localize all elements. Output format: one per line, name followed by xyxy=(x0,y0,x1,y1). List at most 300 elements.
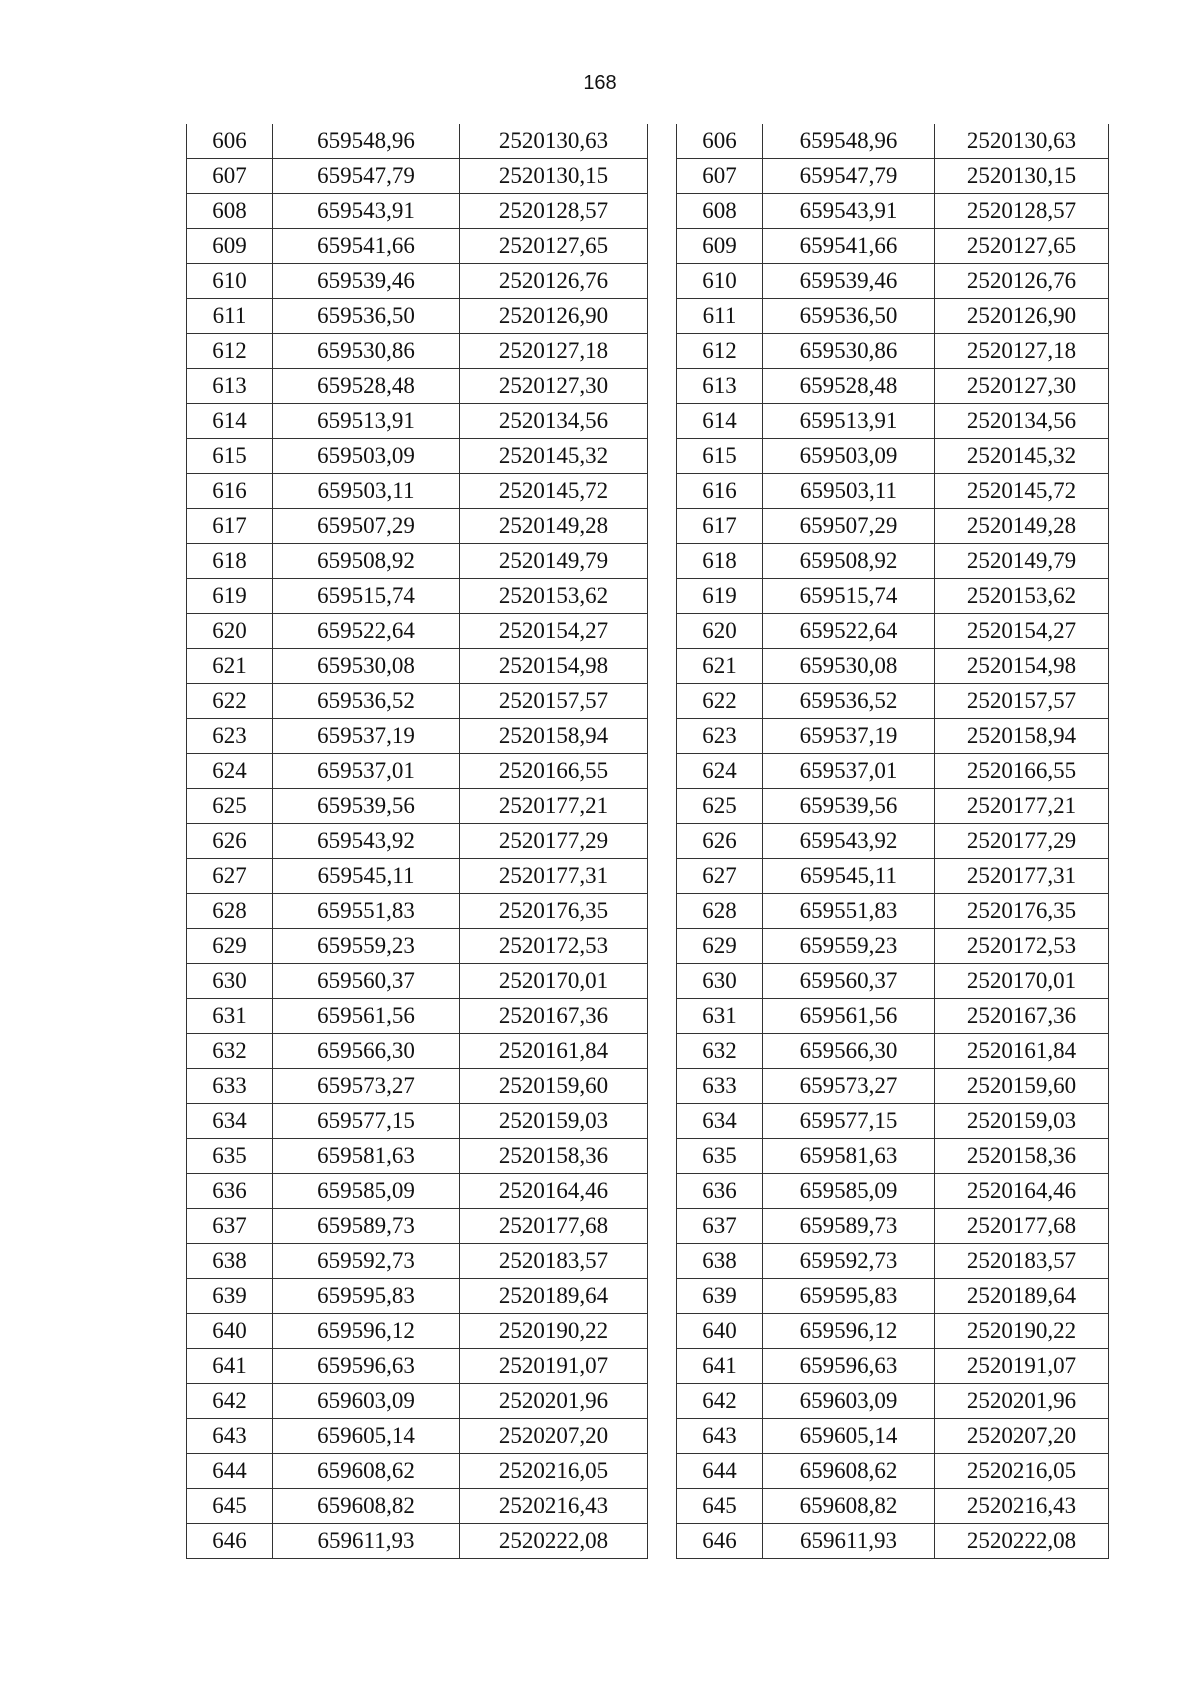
y-coordinate-cell: 2520222,08 xyxy=(935,1524,1109,1559)
y-coordinate-cell: 2520183,57 xyxy=(460,1244,648,1279)
point-number-cell: 614 xyxy=(187,404,273,439)
y-coordinate-cell: 2520153,62 xyxy=(460,579,648,614)
point-number-cell: 617 xyxy=(677,509,763,544)
x-coordinate-cell: 659522,64 xyxy=(763,614,935,649)
y-coordinate-cell: 2520172,53 xyxy=(935,929,1109,964)
y-coordinate-cell: 2520222,08 xyxy=(460,1524,648,1559)
table-row xyxy=(677,964,1109,999)
page-number: 168 xyxy=(583,72,617,94)
x-coordinate-cell: 659545,11 xyxy=(273,859,460,894)
x-coordinate-cell: 659545,11 xyxy=(763,859,935,894)
y-coordinate-cell: 2520161,84 xyxy=(460,1034,648,1069)
point-number-cell: 642 xyxy=(187,1384,273,1419)
coordinates-table-right-body xyxy=(677,124,1109,1559)
point-number-cell: 628 xyxy=(677,894,763,929)
x-coordinate-cell: 659543,92 xyxy=(273,824,460,859)
y-coordinate-cell: 2520127,18 xyxy=(460,334,648,369)
point-number-cell: 622 xyxy=(677,684,763,719)
table-row xyxy=(677,194,1109,229)
x-coordinate-cell: 659577,15 xyxy=(273,1104,460,1139)
table-row xyxy=(677,439,1109,474)
x-coordinate-cell: 659539,46 xyxy=(273,264,460,299)
x-coordinate-cell: 659608,82 xyxy=(273,1489,460,1524)
table-row xyxy=(677,474,1109,509)
y-coordinate-cell: 2520189,64 xyxy=(460,1279,648,1314)
y-coordinate-cell: 2520191,07 xyxy=(460,1349,648,1384)
table-row xyxy=(187,1104,648,1139)
y-coordinate-cell: 2520216,43 xyxy=(460,1489,648,1524)
table-row xyxy=(187,1384,648,1419)
x-coordinate-cell: 659530,08 xyxy=(763,649,935,684)
table-row xyxy=(677,334,1109,369)
point-number-cell: 612 xyxy=(677,334,763,369)
table-row xyxy=(187,999,648,1034)
table-row xyxy=(187,124,648,159)
point-number-cell: 635 xyxy=(187,1139,273,1174)
table-row xyxy=(677,404,1109,439)
table-row xyxy=(187,719,648,754)
point-number-cell: 607 xyxy=(677,159,763,194)
point-number-cell: 608 xyxy=(187,194,273,229)
x-coordinate-cell: 659548,96 xyxy=(273,124,460,159)
y-coordinate-cell: 2520130,63 xyxy=(935,124,1109,159)
x-coordinate-cell: 659596,12 xyxy=(763,1314,935,1349)
y-coordinate-cell: 2520130,15 xyxy=(460,159,648,194)
y-coordinate-cell: 2520159,03 xyxy=(935,1104,1109,1139)
x-coordinate-cell: 659603,09 xyxy=(273,1384,460,1419)
x-coordinate-cell: 659608,62 xyxy=(763,1454,935,1489)
point-number-cell: 628 xyxy=(187,894,273,929)
x-coordinate-cell: 659539,46 xyxy=(763,264,935,299)
table-row xyxy=(187,614,648,649)
x-coordinate-cell: 659551,83 xyxy=(763,894,935,929)
y-coordinate-cell: 2520153,62 xyxy=(935,579,1109,614)
coordinates-table-right xyxy=(676,124,1109,1559)
y-coordinate-cell: 2520190,22 xyxy=(460,1314,648,1349)
table-row xyxy=(677,159,1109,194)
point-number-cell: 643 xyxy=(187,1419,273,1454)
point-number-cell: 626 xyxy=(677,824,763,859)
table-row xyxy=(187,789,648,824)
table-row xyxy=(677,929,1109,964)
point-number-cell: 636 xyxy=(677,1174,763,1209)
x-coordinate-cell: 659573,27 xyxy=(763,1069,935,1104)
table-row xyxy=(677,999,1109,1034)
point-number-cell: 616 xyxy=(677,474,763,509)
point-number-cell: 627 xyxy=(677,859,763,894)
table-row xyxy=(187,1069,648,1104)
point-number-cell: 641 xyxy=(677,1349,763,1384)
x-coordinate-cell: 659605,14 xyxy=(763,1419,935,1454)
x-coordinate-cell: 659541,66 xyxy=(273,229,460,264)
x-coordinate-cell: 659507,29 xyxy=(763,509,935,544)
point-number-cell: 625 xyxy=(187,789,273,824)
table-row xyxy=(677,1069,1109,1104)
x-coordinate-cell: 659541,66 xyxy=(763,229,935,264)
x-coordinate-cell: 659522,64 xyxy=(273,614,460,649)
x-coordinate-cell: 659537,19 xyxy=(763,719,935,754)
point-number-cell: 645 xyxy=(677,1489,763,1524)
x-coordinate-cell: 659503,11 xyxy=(273,474,460,509)
table-row xyxy=(187,159,648,194)
y-coordinate-cell: 2520164,46 xyxy=(935,1174,1109,1209)
table-row xyxy=(677,579,1109,614)
table-row xyxy=(677,824,1109,859)
y-coordinate-cell: 2520216,05 xyxy=(935,1454,1109,1489)
y-coordinate-cell: 2520149,79 xyxy=(460,544,648,579)
y-coordinate-cell: 2520159,60 xyxy=(460,1069,648,1104)
table-row xyxy=(677,614,1109,649)
point-number-cell: 615 xyxy=(677,439,763,474)
y-coordinate-cell: 2520170,01 xyxy=(460,964,648,999)
table-row xyxy=(187,1209,648,1244)
x-coordinate-cell: 659543,92 xyxy=(763,824,935,859)
point-number-cell: 643 xyxy=(677,1419,763,1454)
table-row xyxy=(187,1279,648,1314)
table-row xyxy=(187,439,648,474)
point-number-cell: 630 xyxy=(187,964,273,999)
x-coordinate-cell: 659513,91 xyxy=(763,404,935,439)
x-coordinate-cell: 659596,63 xyxy=(273,1349,460,1384)
x-coordinate-cell: 659595,83 xyxy=(273,1279,460,1314)
y-coordinate-cell: 2520149,28 xyxy=(460,509,648,544)
y-coordinate-cell: 2520127,65 xyxy=(935,229,1109,264)
point-number-cell: 646 xyxy=(187,1524,273,1559)
x-coordinate-cell: 659528,48 xyxy=(273,369,460,404)
y-coordinate-cell: 2520134,56 xyxy=(460,404,648,439)
y-coordinate-cell: 2520177,31 xyxy=(935,859,1109,894)
table-row xyxy=(677,1454,1109,1489)
x-coordinate-cell: 659515,74 xyxy=(273,579,460,614)
point-number-cell: 623 xyxy=(677,719,763,754)
y-coordinate-cell: 2520126,90 xyxy=(935,299,1109,334)
table-row xyxy=(187,649,648,684)
y-coordinate-cell: 2520154,98 xyxy=(935,649,1109,684)
table-row xyxy=(187,964,648,999)
table-row xyxy=(187,929,648,964)
table-row xyxy=(677,509,1109,544)
point-number-cell: 610 xyxy=(677,264,763,299)
x-coordinate-cell: 659560,37 xyxy=(763,964,935,999)
table-row xyxy=(677,299,1109,334)
y-coordinate-cell: 2520159,60 xyxy=(935,1069,1109,1104)
table-row xyxy=(677,544,1109,579)
table-row xyxy=(187,1419,648,1454)
table-row xyxy=(677,1139,1109,1174)
point-number-cell: 610 xyxy=(187,264,273,299)
y-coordinate-cell: 2520127,65 xyxy=(460,229,648,264)
point-number-cell: 633 xyxy=(187,1069,273,1104)
point-number-cell: 622 xyxy=(187,684,273,719)
point-number-cell: 639 xyxy=(677,1279,763,1314)
x-coordinate-cell: 659508,92 xyxy=(763,544,935,579)
y-coordinate-cell: 2520216,43 xyxy=(935,1489,1109,1524)
x-coordinate-cell: 659561,56 xyxy=(273,999,460,1034)
table-row xyxy=(187,1034,648,1069)
x-coordinate-cell: 659547,79 xyxy=(763,159,935,194)
x-coordinate-cell: 659589,73 xyxy=(763,1209,935,1244)
y-coordinate-cell: 2520126,76 xyxy=(935,264,1109,299)
y-coordinate-cell: 2520158,36 xyxy=(935,1139,1109,1174)
y-coordinate-cell: 2520176,35 xyxy=(460,894,648,929)
y-coordinate-cell: 2520177,29 xyxy=(935,824,1109,859)
point-number-cell: 621 xyxy=(187,649,273,684)
x-coordinate-cell: 659548,96 xyxy=(763,124,935,159)
x-coordinate-cell: 659577,15 xyxy=(763,1104,935,1139)
x-coordinate-cell: 659585,09 xyxy=(273,1174,460,1209)
x-coordinate-cell: 659530,86 xyxy=(763,334,935,369)
table-row xyxy=(187,1174,648,1209)
table-row xyxy=(677,1349,1109,1384)
y-coordinate-cell: 2520166,55 xyxy=(935,754,1109,789)
point-number-cell: 634 xyxy=(677,1104,763,1139)
table-row xyxy=(187,264,648,299)
point-number-cell: 609 xyxy=(677,229,763,264)
x-coordinate-cell: 659528,48 xyxy=(763,369,935,404)
table-row xyxy=(187,1524,648,1559)
table-row xyxy=(187,894,648,929)
point-number-cell: 616 xyxy=(187,474,273,509)
table-row xyxy=(677,1524,1109,1559)
x-coordinate-cell: 659537,01 xyxy=(763,754,935,789)
x-coordinate-cell: 659536,52 xyxy=(273,684,460,719)
y-coordinate-cell: 2520145,32 xyxy=(935,439,1109,474)
y-coordinate-cell: 2520149,79 xyxy=(935,544,1109,579)
y-coordinate-cell: 2520164,46 xyxy=(460,1174,648,1209)
table-row xyxy=(187,1139,648,1174)
point-number-cell: 620 xyxy=(677,614,763,649)
point-number-cell: 636 xyxy=(187,1174,273,1209)
point-number-cell: 620 xyxy=(187,614,273,649)
x-coordinate-cell: 659608,82 xyxy=(763,1489,935,1524)
x-coordinate-cell: 659581,63 xyxy=(273,1139,460,1174)
x-coordinate-cell: 659503,09 xyxy=(763,439,935,474)
x-coordinate-cell: 659537,01 xyxy=(273,754,460,789)
table-row xyxy=(677,1384,1109,1419)
table-row xyxy=(677,1209,1109,1244)
x-coordinate-cell: 659589,73 xyxy=(273,1209,460,1244)
point-number-cell: 613 xyxy=(677,369,763,404)
y-coordinate-cell: 2520158,94 xyxy=(935,719,1109,754)
point-number-cell: 619 xyxy=(677,579,763,614)
y-coordinate-cell: 2520177,31 xyxy=(460,859,648,894)
point-number-cell: 624 xyxy=(677,754,763,789)
y-coordinate-cell: 2520145,32 xyxy=(460,439,648,474)
point-number-cell: 631 xyxy=(677,999,763,1034)
y-coordinate-cell: 2520166,55 xyxy=(460,754,648,789)
table-row xyxy=(187,334,648,369)
x-coordinate-cell: 659611,93 xyxy=(273,1524,460,1559)
point-number-cell: 644 xyxy=(677,1454,763,1489)
point-number-cell: 631 xyxy=(187,999,273,1034)
y-coordinate-cell: 2520207,20 xyxy=(935,1419,1109,1454)
table-row xyxy=(187,579,648,614)
table-row xyxy=(187,1314,648,1349)
x-coordinate-cell: 659536,50 xyxy=(763,299,935,334)
x-coordinate-cell: 659585,09 xyxy=(763,1174,935,1209)
x-coordinate-cell: 659566,30 xyxy=(273,1034,460,1069)
x-coordinate-cell: 659592,73 xyxy=(763,1244,935,1279)
y-coordinate-cell: 2520145,72 xyxy=(460,474,648,509)
y-coordinate-cell: 2520170,01 xyxy=(935,964,1109,999)
y-coordinate-cell: 2520177,68 xyxy=(460,1209,648,1244)
x-coordinate-cell: 659543,91 xyxy=(273,194,460,229)
point-number-cell: 637 xyxy=(677,1209,763,1244)
point-number-cell: 623 xyxy=(187,719,273,754)
x-coordinate-cell: 659507,29 xyxy=(273,509,460,544)
table-row xyxy=(187,474,648,509)
point-number-cell: 633 xyxy=(677,1069,763,1104)
point-number-cell: 618 xyxy=(187,544,273,579)
table-row xyxy=(677,1489,1109,1524)
point-number-cell: 644 xyxy=(187,1454,273,1489)
point-number-cell: 637 xyxy=(187,1209,273,1244)
y-coordinate-cell: 2520157,57 xyxy=(935,684,1109,719)
y-coordinate-cell: 2520127,18 xyxy=(935,334,1109,369)
table-row xyxy=(677,1034,1109,1069)
table-row xyxy=(677,229,1109,264)
point-number-cell: 607 xyxy=(187,159,273,194)
point-number-cell: 626 xyxy=(187,824,273,859)
point-number-cell: 612 xyxy=(187,334,273,369)
point-number-cell: 641 xyxy=(187,1349,273,1384)
table-row xyxy=(677,1104,1109,1139)
x-coordinate-cell: 659559,23 xyxy=(763,929,935,964)
y-coordinate-cell: 2520159,03 xyxy=(460,1104,648,1139)
point-number-cell: 634 xyxy=(187,1104,273,1139)
x-coordinate-cell: 659592,73 xyxy=(273,1244,460,1279)
table-row xyxy=(677,789,1109,824)
y-coordinate-cell: 2520189,64 xyxy=(935,1279,1109,1314)
point-number-cell: 640 xyxy=(677,1314,763,1349)
y-coordinate-cell: 2520158,94 xyxy=(460,719,648,754)
point-number-cell: 645 xyxy=(187,1489,273,1524)
table-row xyxy=(187,509,648,544)
y-coordinate-cell: 2520177,21 xyxy=(935,789,1109,824)
table-row xyxy=(677,1314,1109,1349)
x-coordinate-cell: 659551,83 xyxy=(273,894,460,929)
y-coordinate-cell: 2520190,22 xyxy=(935,1314,1109,1349)
y-coordinate-cell: 2520191,07 xyxy=(935,1349,1109,1384)
table-row xyxy=(187,1244,648,1279)
y-coordinate-cell: 2520128,57 xyxy=(460,194,648,229)
point-number-cell: 621 xyxy=(677,649,763,684)
point-number-cell: 638 xyxy=(677,1244,763,1279)
x-coordinate-cell: 659530,86 xyxy=(273,334,460,369)
point-number-cell: 615 xyxy=(187,439,273,474)
y-coordinate-cell: 2520149,28 xyxy=(935,509,1109,544)
table-row xyxy=(187,369,648,404)
y-coordinate-cell: 2520183,57 xyxy=(935,1244,1109,1279)
y-coordinate-cell: 2520134,56 xyxy=(935,404,1109,439)
point-number-cell: 646 xyxy=(677,1524,763,1559)
x-coordinate-cell: 659536,52 xyxy=(763,684,935,719)
y-coordinate-cell: 2520158,36 xyxy=(460,1139,648,1174)
point-number-cell: 632 xyxy=(677,1034,763,1069)
table-row xyxy=(187,1454,648,1489)
x-coordinate-cell: 659603,09 xyxy=(763,1384,935,1419)
x-coordinate-cell: 659537,19 xyxy=(273,719,460,754)
table-row xyxy=(677,649,1109,684)
y-coordinate-cell: 2520154,98 xyxy=(460,649,648,684)
table-row xyxy=(677,264,1109,299)
y-coordinate-cell: 2520201,96 xyxy=(935,1384,1109,1419)
table-row xyxy=(677,369,1109,404)
point-number-cell: 630 xyxy=(677,964,763,999)
point-number-cell: 638 xyxy=(187,1244,273,1279)
x-coordinate-cell: 659508,92 xyxy=(273,544,460,579)
x-coordinate-cell: 659561,56 xyxy=(763,999,935,1034)
table-row xyxy=(187,404,648,439)
point-number-cell: 611 xyxy=(677,299,763,334)
y-coordinate-cell: 2520145,72 xyxy=(935,474,1109,509)
table-row xyxy=(677,1174,1109,1209)
point-number-cell: 618 xyxy=(677,544,763,579)
y-coordinate-cell: 2520128,57 xyxy=(935,194,1109,229)
point-number-cell: 639 xyxy=(187,1279,273,1314)
y-coordinate-cell: 2520127,30 xyxy=(460,369,648,404)
y-coordinate-cell: 2520172,53 xyxy=(460,929,648,964)
table-row xyxy=(677,1419,1109,1454)
table-row xyxy=(187,859,648,894)
x-coordinate-cell: 659503,11 xyxy=(763,474,935,509)
x-coordinate-cell: 659513,91 xyxy=(273,404,460,439)
point-number-cell: 625 xyxy=(677,789,763,824)
table-row xyxy=(677,684,1109,719)
x-coordinate-cell: 659608,62 xyxy=(273,1454,460,1489)
table-row xyxy=(677,719,1109,754)
y-coordinate-cell: 2520130,15 xyxy=(935,159,1109,194)
x-coordinate-cell: 659539,56 xyxy=(273,789,460,824)
x-coordinate-cell: 659515,74 xyxy=(763,579,935,614)
point-number-cell: 642 xyxy=(677,1384,763,1419)
table-row xyxy=(187,824,648,859)
point-number-cell: 609 xyxy=(187,229,273,264)
y-coordinate-cell: 2520126,76 xyxy=(460,264,648,299)
y-coordinate-cell: 2520157,57 xyxy=(460,684,648,719)
table-row xyxy=(677,1244,1109,1279)
x-coordinate-cell: 659595,83 xyxy=(763,1279,935,1314)
y-coordinate-cell: 2520154,27 xyxy=(935,614,1109,649)
table-row xyxy=(187,1349,648,1384)
x-coordinate-cell: 659559,23 xyxy=(273,929,460,964)
x-coordinate-cell: 659596,12 xyxy=(273,1314,460,1349)
y-coordinate-cell: 2520127,30 xyxy=(935,369,1109,404)
x-coordinate-cell: 659581,63 xyxy=(763,1139,935,1174)
x-coordinate-cell: 659573,27 xyxy=(273,1069,460,1104)
y-coordinate-cell: 2520177,68 xyxy=(935,1209,1109,1244)
point-number-cell: 627 xyxy=(187,859,273,894)
point-number-cell: 606 xyxy=(187,124,273,159)
table-row xyxy=(187,754,648,789)
table-row xyxy=(187,229,648,264)
point-number-cell: 629 xyxy=(187,929,273,964)
coordinates-table-left xyxy=(186,124,648,1559)
y-coordinate-cell: 2520207,20 xyxy=(460,1419,648,1454)
table-row xyxy=(677,1279,1109,1314)
coordinates-table-left-body xyxy=(187,124,648,1559)
table-row xyxy=(187,1489,648,1524)
point-number-cell: 614 xyxy=(677,404,763,439)
y-coordinate-cell: 2520176,35 xyxy=(935,894,1109,929)
x-coordinate-cell: 659596,63 xyxy=(763,1349,935,1384)
point-number-cell: 624 xyxy=(187,754,273,789)
table-row xyxy=(677,859,1109,894)
x-coordinate-cell: 659539,56 xyxy=(763,789,935,824)
x-coordinate-cell: 659530,08 xyxy=(273,649,460,684)
point-number-cell: 606 xyxy=(677,124,763,159)
table-row xyxy=(187,684,648,719)
